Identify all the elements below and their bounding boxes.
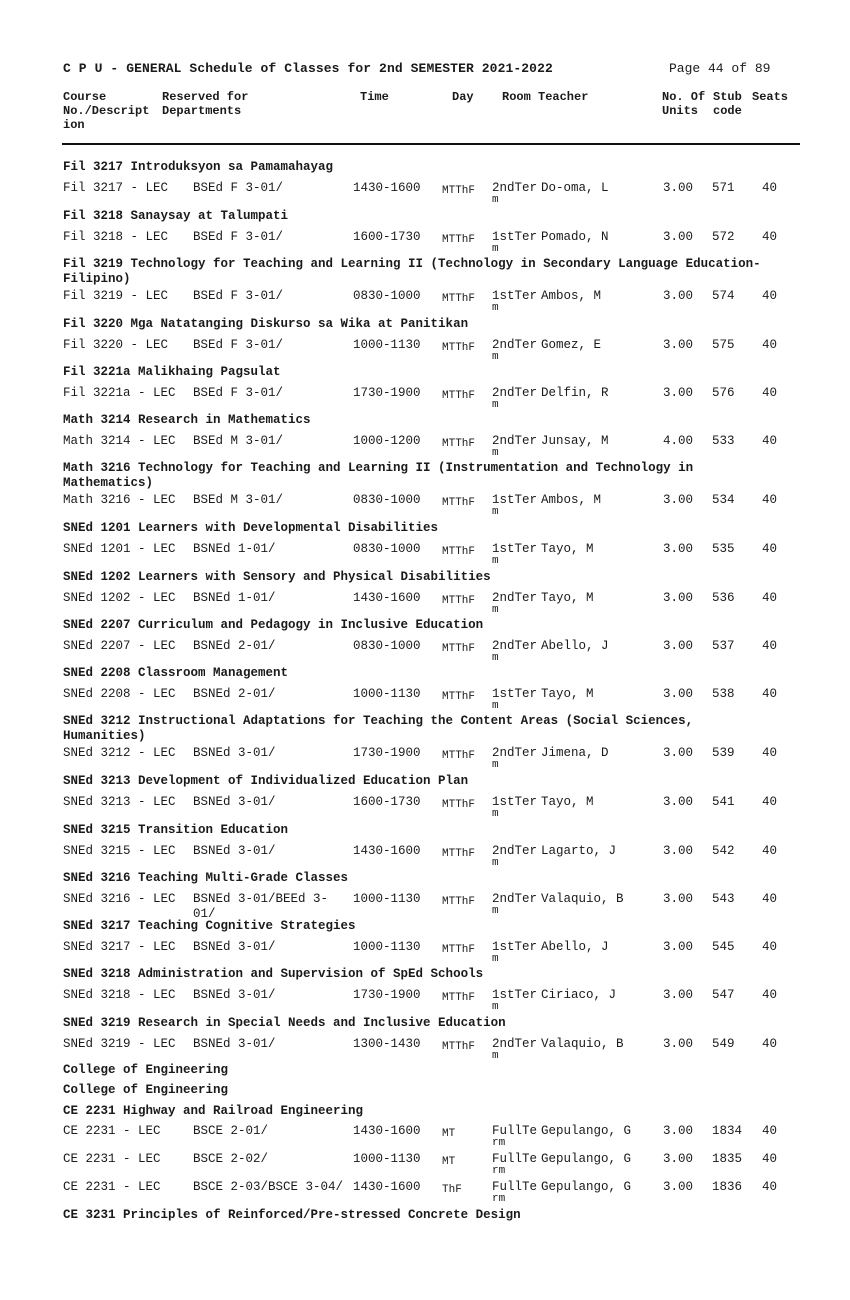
class-time: 1000-1130 (353, 1152, 421, 1166)
stub-code: 575 (712, 338, 735, 352)
col-reserved: Reserved for Departments (162, 90, 249, 118)
class-time: 1600-1730 (353, 230, 421, 244)
course-title: Fil 3217 Introduksyon sa Pamamahayag (63, 160, 334, 174)
stub-code: 542 (712, 844, 735, 858)
room: 1stTer (492, 687, 538, 701)
teacher: Abello, J (541, 940, 609, 954)
reserved-dept: BSNEd 1-01/ (193, 542, 276, 556)
seats: 40 (762, 687, 778, 701)
room-suffix: m (492, 1001, 499, 1013)
reserved-dept: BSNEd 2-01/ (193, 639, 276, 653)
teacher: Tayo, M (541, 795, 594, 809)
class-time: 1430-1600 (353, 1124, 421, 1138)
class-day: ThF (442, 1184, 462, 1196)
room: 2ndTer (492, 844, 538, 858)
col-course: Course No./Descript ion (63, 90, 150, 132)
reserved-dept: BSNEd 3-01/ (193, 940, 276, 954)
course-title: SNEd 1202 Learners with Sensory and Physical Disabilities (63, 570, 491, 584)
course-code: Math 3214 - LEC (63, 434, 176, 448)
course-title: Math 3216 Technology for Teaching and Learning II (Instrumentation and Technology in Mathematics) (63, 461, 694, 490)
course-title: SNEd 3213 Development of Individualized Education Plan (63, 774, 469, 788)
stub-code: 534 (712, 493, 735, 507)
room: 1stTer (492, 289, 538, 303)
course-title: SNEd 1201 Learners with Developmental Disabilities (63, 521, 439, 535)
class-time: 0830-1000 (353, 639, 421, 653)
room: 2ndTer (492, 434, 538, 448)
col-units: No. Of Units (662, 90, 706, 118)
class-time: 0830-1000 (353, 542, 421, 556)
class-day: MTThF (442, 944, 476, 956)
course-code: Fil 3218 - LEC (63, 230, 169, 244)
units: 3.00 (663, 230, 694, 244)
room: 2ndTer (492, 386, 538, 400)
room-suffix: m (492, 604, 499, 616)
units: 3.00 (663, 746, 694, 760)
class-day: MTThF (442, 293, 476, 305)
room: 1stTer (492, 988, 538, 1002)
course-code: SNEd 3218 - LEC (63, 988, 176, 1002)
course-code: Fil 3220 - LEC (63, 338, 169, 352)
class-time: 1430-1600 (353, 844, 421, 858)
room: 2ndTer (492, 1037, 538, 1051)
teacher: Tayo, M (541, 591, 594, 605)
course-code: SNEd 2208 - LEC (63, 687, 176, 701)
stub-code: 547 (712, 988, 735, 1002)
reserved-dept: BSNEd 3-01/BEEd 3-01/ (193, 892, 329, 921)
course-title: SNEd 2207 Curriculum and Pedagogy in Inclusive Education (63, 618, 484, 632)
units: 3.00 (663, 289, 694, 303)
reserved-dept: BSEd F 3-01/ (193, 230, 284, 244)
class-time: 1000-1130 (353, 892, 421, 906)
stub-code: 571 (712, 181, 735, 195)
room: FullTe (492, 1180, 538, 1194)
seats: 40 (762, 591, 778, 605)
room: 2ndTer (492, 639, 538, 653)
teacher: Tayo, M (541, 687, 594, 701)
seats: 40 (762, 338, 778, 352)
class-day: MTThF (442, 896, 476, 908)
reserved-dept: BSNEd 3-01/ (193, 988, 276, 1002)
seats: 40 (762, 1124, 778, 1138)
room: 1stTer (492, 795, 538, 809)
course-code: Fil 3219 - LEC (63, 289, 169, 303)
course-code: CE 2231 - LEC (63, 1124, 161, 1138)
teacher: Tayo, M (541, 542, 594, 556)
room-suffix: m (492, 700, 499, 712)
course-title: CE 2231 Highway and Railroad Engineering (63, 1104, 364, 1118)
reserved-dept: BSEd F 3-01/ (193, 386, 284, 400)
class-time: 1600-1730 (353, 795, 421, 809)
seats: 40 (762, 230, 778, 244)
course-code: Math 3216 - LEC (63, 493, 176, 507)
stub-code: 1834 (712, 1124, 743, 1138)
college-heading: College of Engineering (63, 1083, 229, 1097)
course-title: SNEd 2208 Classroom Management (63, 666, 289, 680)
seats: 40 (762, 892, 778, 906)
room: 1stTer (492, 230, 538, 244)
class-time: 0830-1000 (353, 289, 421, 303)
units: 3.00 (663, 639, 694, 653)
reserved-dept: BSNEd 1-01/ (193, 591, 276, 605)
room: 2ndTer (492, 591, 538, 605)
teacher: Valaquio, B (541, 892, 624, 906)
room-suffix: m (492, 447, 499, 459)
seats: 40 (762, 542, 778, 556)
seats: 40 (762, 940, 778, 954)
course-title: Math 3214 Research in Mathematics (63, 413, 311, 427)
stub-code: 537 (712, 639, 735, 653)
room-suffix: rm (492, 1137, 506, 1149)
class-day: MTThF (442, 546, 476, 558)
page-title: C P U - GENERAL Schedule of Classes for 2nd SEMESTER 2021-2022 (63, 61, 553, 76)
reserved-dept: BSEd M 3-01/ (193, 493, 284, 507)
seats: 40 (762, 1152, 778, 1166)
class-time: 1000-1130 (353, 940, 421, 954)
reserved-dept: BSEd M 3-01/ (193, 434, 284, 448)
class-time: 1430-1600 (353, 181, 421, 195)
room: 2ndTer (492, 892, 538, 906)
units: 4.00 (663, 434, 694, 448)
class-day: MTThF (442, 799, 476, 811)
stub-code: 538 (712, 687, 735, 701)
course-title: SNEd 3212 Instructional Adaptations for Teaching the Content Areas (Social Sciences, Humanities) (63, 714, 694, 743)
room-suffix: rm (492, 1165, 506, 1177)
course-title: Fil 3221a Malikhaing Pagsulat (63, 365, 281, 379)
class-day: MTThF (442, 1041, 476, 1053)
units: 3.00 (663, 687, 694, 701)
room-suffix: m (492, 759, 499, 771)
class-time: 1000-1130 (353, 687, 421, 701)
class-day: MTThF (442, 342, 476, 354)
class-time: 1730-1900 (353, 386, 421, 400)
seats: 40 (762, 844, 778, 858)
stub-code: 541 (712, 795, 735, 809)
course-title: SNEd 3215 Transition Education (63, 823, 289, 837)
col-seats: Seats (752, 90, 789, 104)
room-suffix: rm (492, 1193, 506, 1205)
seats: 40 (762, 1180, 778, 1194)
stub-code: 536 (712, 591, 735, 605)
teacher: Gomez, E (541, 338, 602, 352)
room: FullTe (492, 1124, 538, 1138)
col-day: Day (452, 90, 474, 104)
units: 3.00 (663, 940, 694, 954)
room: 2ndTer (492, 338, 538, 352)
reserved-dept: BSCE 2-01/ (193, 1124, 269, 1138)
room: 2ndTer (492, 746, 538, 760)
stub-code: 545 (712, 940, 735, 954)
col-stub: Stub code (713, 90, 742, 118)
reserved-dept: BSNEd 2-01/ (193, 687, 276, 701)
page-number: Page 44 of 89 (669, 61, 771, 76)
class-day: MTThF (442, 750, 476, 762)
room: 2ndTer (492, 181, 538, 195)
class-time: 0830-1000 (353, 493, 421, 507)
teacher: Gepulango, G (541, 1124, 632, 1138)
course-code: CE 2231 - LEC (63, 1180, 161, 1194)
class-day: MTThF (442, 691, 476, 703)
class-day: MT (442, 1156, 456, 1168)
seats: 40 (762, 434, 778, 448)
stub-code: 574 (712, 289, 735, 303)
room-suffix: m (492, 506, 499, 518)
teacher: Gepulango, G (541, 1180, 632, 1194)
room-suffix: m (492, 399, 499, 411)
course-code: CE 2231 - LEC (63, 1152, 161, 1166)
units: 3.00 (663, 542, 694, 556)
class-time: 1430-1600 (353, 1180, 421, 1194)
college-heading: College of Engineering (63, 1063, 229, 1077)
class-day: MTThF (442, 643, 476, 655)
reserved-dept: BSNEd 3-01/ (193, 844, 276, 858)
reserved-dept: BSCE 2-03/BSCE 3-04/ (193, 1180, 344, 1194)
class-day: MTThF (442, 595, 476, 607)
units: 3.00 (663, 386, 694, 400)
class-day: MTThF (442, 497, 476, 509)
course-code: SNEd 3215 - LEC (63, 844, 176, 858)
course-title: SNEd 3219 Research in Special Needs and Inclusive Education (63, 1016, 506, 1030)
room-suffix: m (492, 555, 499, 567)
course-title: SNEd 3216 Teaching Multi-Grade Classes (63, 871, 349, 885)
class-day: MT (442, 1128, 456, 1140)
seats: 40 (762, 746, 778, 760)
units: 3.00 (663, 493, 694, 507)
seats: 40 (762, 289, 778, 303)
reserved-dept: BSCE 2-02/ (193, 1152, 269, 1166)
seats: 40 (762, 181, 778, 195)
reserved-dept: BSNEd 3-01/ (193, 746, 276, 760)
course-title: Fil 3218 Sanaysay at Talumpati (63, 209, 289, 223)
units: 3.00 (663, 844, 694, 858)
teacher: Lagarto, J (541, 844, 617, 858)
units: 3.00 (663, 591, 694, 605)
room-suffix: m (492, 652, 499, 664)
class-day: MTThF (442, 992, 476, 1004)
teacher: Junsay, M (541, 434, 609, 448)
room: FullTe (492, 1152, 538, 1166)
units: 3.00 (663, 338, 694, 352)
seats: 40 (762, 493, 778, 507)
units: 3.00 (663, 795, 694, 809)
room: 1stTer (492, 542, 538, 556)
course-code: SNEd 3212 - LEC (63, 746, 176, 760)
class-time: 1000-1130 (353, 338, 421, 352)
course-code: SNEd 3217 - LEC (63, 940, 176, 954)
class-time: 1730-1900 (353, 746, 421, 760)
reserved-dept: BSNEd 3-01/ (193, 795, 276, 809)
reserved-dept: BSEd F 3-01/ (193, 181, 284, 195)
room: 1stTer (492, 940, 538, 954)
room-suffix: m (492, 905, 499, 917)
teacher: Jimena, D (541, 746, 609, 760)
room-suffix: m (492, 857, 499, 869)
teacher: Valaquio, B (541, 1037, 624, 1051)
seats: 40 (762, 639, 778, 653)
room-suffix: m (492, 243, 499, 255)
stub-code: 1835 (712, 1152, 743, 1166)
room-suffix: m (492, 302, 499, 314)
course-code: SNEd 3213 - LEC (63, 795, 176, 809)
teacher: Delfin, R (541, 386, 609, 400)
class-time: 1730-1900 (353, 988, 421, 1002)
units: 3.00 (663, 1124, 694, 1138)
units: 3.00 (663, 1037, 694, 1051)
stub-code: 549 (712, 1037, 735, 1051)
class-time: 1300-1430 (353, 1037, 421, 1051)
course-title: Fil 3220 Mga Natatanging Diskurso sa Wika at Panitikan (63, 317, 469, 331)
stub-code: 572 (712, 230, 735, 244)
room-suffix: m (492, 194, 499, 206)
teacher: Do-oma, L (541, 181, 609, 195)
course-code: Fil 3221a - LEC (63, 386, 176, 400)
course-title: Fil 3219 Technology for Teaching and Learning II (Technology in Secondary Language Education-Filipino) (63, 257, 761, 286)
course-code: SNEd 2207 - LEC (63, 639, 176, 653)
course-title: CE 3231 Principles of Reinforced/Pre-stressed Concrete Design (63, 1208, 521, 1222)
course-code: SNEd 3219 - LEC (63, 1037, 176, 1051)
class-day: MTThF (442, 234, 476, 246)
course-code: Fil 3217 - LEC (63, 181, 169, 195)
class-day: MTThF (442, 438, 476, 450)
class-time: 1430-1600 (353, 591, 421, 605)
room-suffix: m (492, 808, 499, 820)
teacher: Pomado, N (541, 230, 609, 244)
stub-code: 576 (712, 386, 735, 400)
room-suffix: m (492, 1050, 499, 1062)
teacher: Ciriaco, J (541, 988, 617, 1002)
units: 3.00 (663, 1152, 694, 1166)
course-code: SNEd 3216 - LEC (63, 892, 176, 906)
class-time: 1000-1200 (353, 434, 421, 448)
reserved-dept: BSEd F 3-01/ (193, 338, 284, 352)
class-day: MTThF (442, 848, 476, 860)
stub-code: 539 (712, 746, 735, 760)
col-room-teacher: Room Teacher (502, 90, 589, 104)
course-title: SNEd 3217 Teaching Cognitive Strategies (63, 919, 356, 933)
stub-code: 1836 (712, 1180, 743, 1194)
seats: 40 (762, 795, 778, 809)
seats: 40 (762, 386, 778, 400)
course-code: SNEd 1202 - LEC (63, 591, 176, 605)
teacher: Ambos, M (541, 289, 602, 303)
reserved-dept: BSNEd 3-01/ (193, 1037, 276, 1051)
stub-code: 535 (712, 542, 735, 556)
stub-code: 533 (712, 434, 735, 448)
units: 3.00 (663, 988, 694, 1002)
header-rule (62, 143, 800, 145)
class-day: MTThF (442, 390, 476, 402)
reserved-dept: BSEd F 3-01/ (193, 289, 284, 303)
room-suffix: m (492, 351, 499, 363)
stub-code: 543 (712, 892, 735, 906)
seats: 40 (762, 988, 778, 1002)
teacher: Abello, J (541, 639, 609, 653)
units: 3.00 (663, 1180, 694, 1194)
room: 1stTer (492, 493, 538, 507)
units: 3.00 (663, 181, 694, 195)
teacher: Ambos, M (541, 493, 602, 507)
class-day: MTThF (442, 185, 476, 197)
room-suffix: m (492, 953, 499, 965)
course-title: SNEd 3218 Administration and Supervision of SpEd Schools (63, 967, 484, 981)
course-code: SNEd 1201 - LEC (63, 542, 176, 556)
col-time: Time (360, 90, 389, 104)
seats: 40 (762, 1037, 778, 1051)
teacher: Gepulango, G (541, 1152, 632, 1166)
units: 3.00 (663, 892, 694, 906)
